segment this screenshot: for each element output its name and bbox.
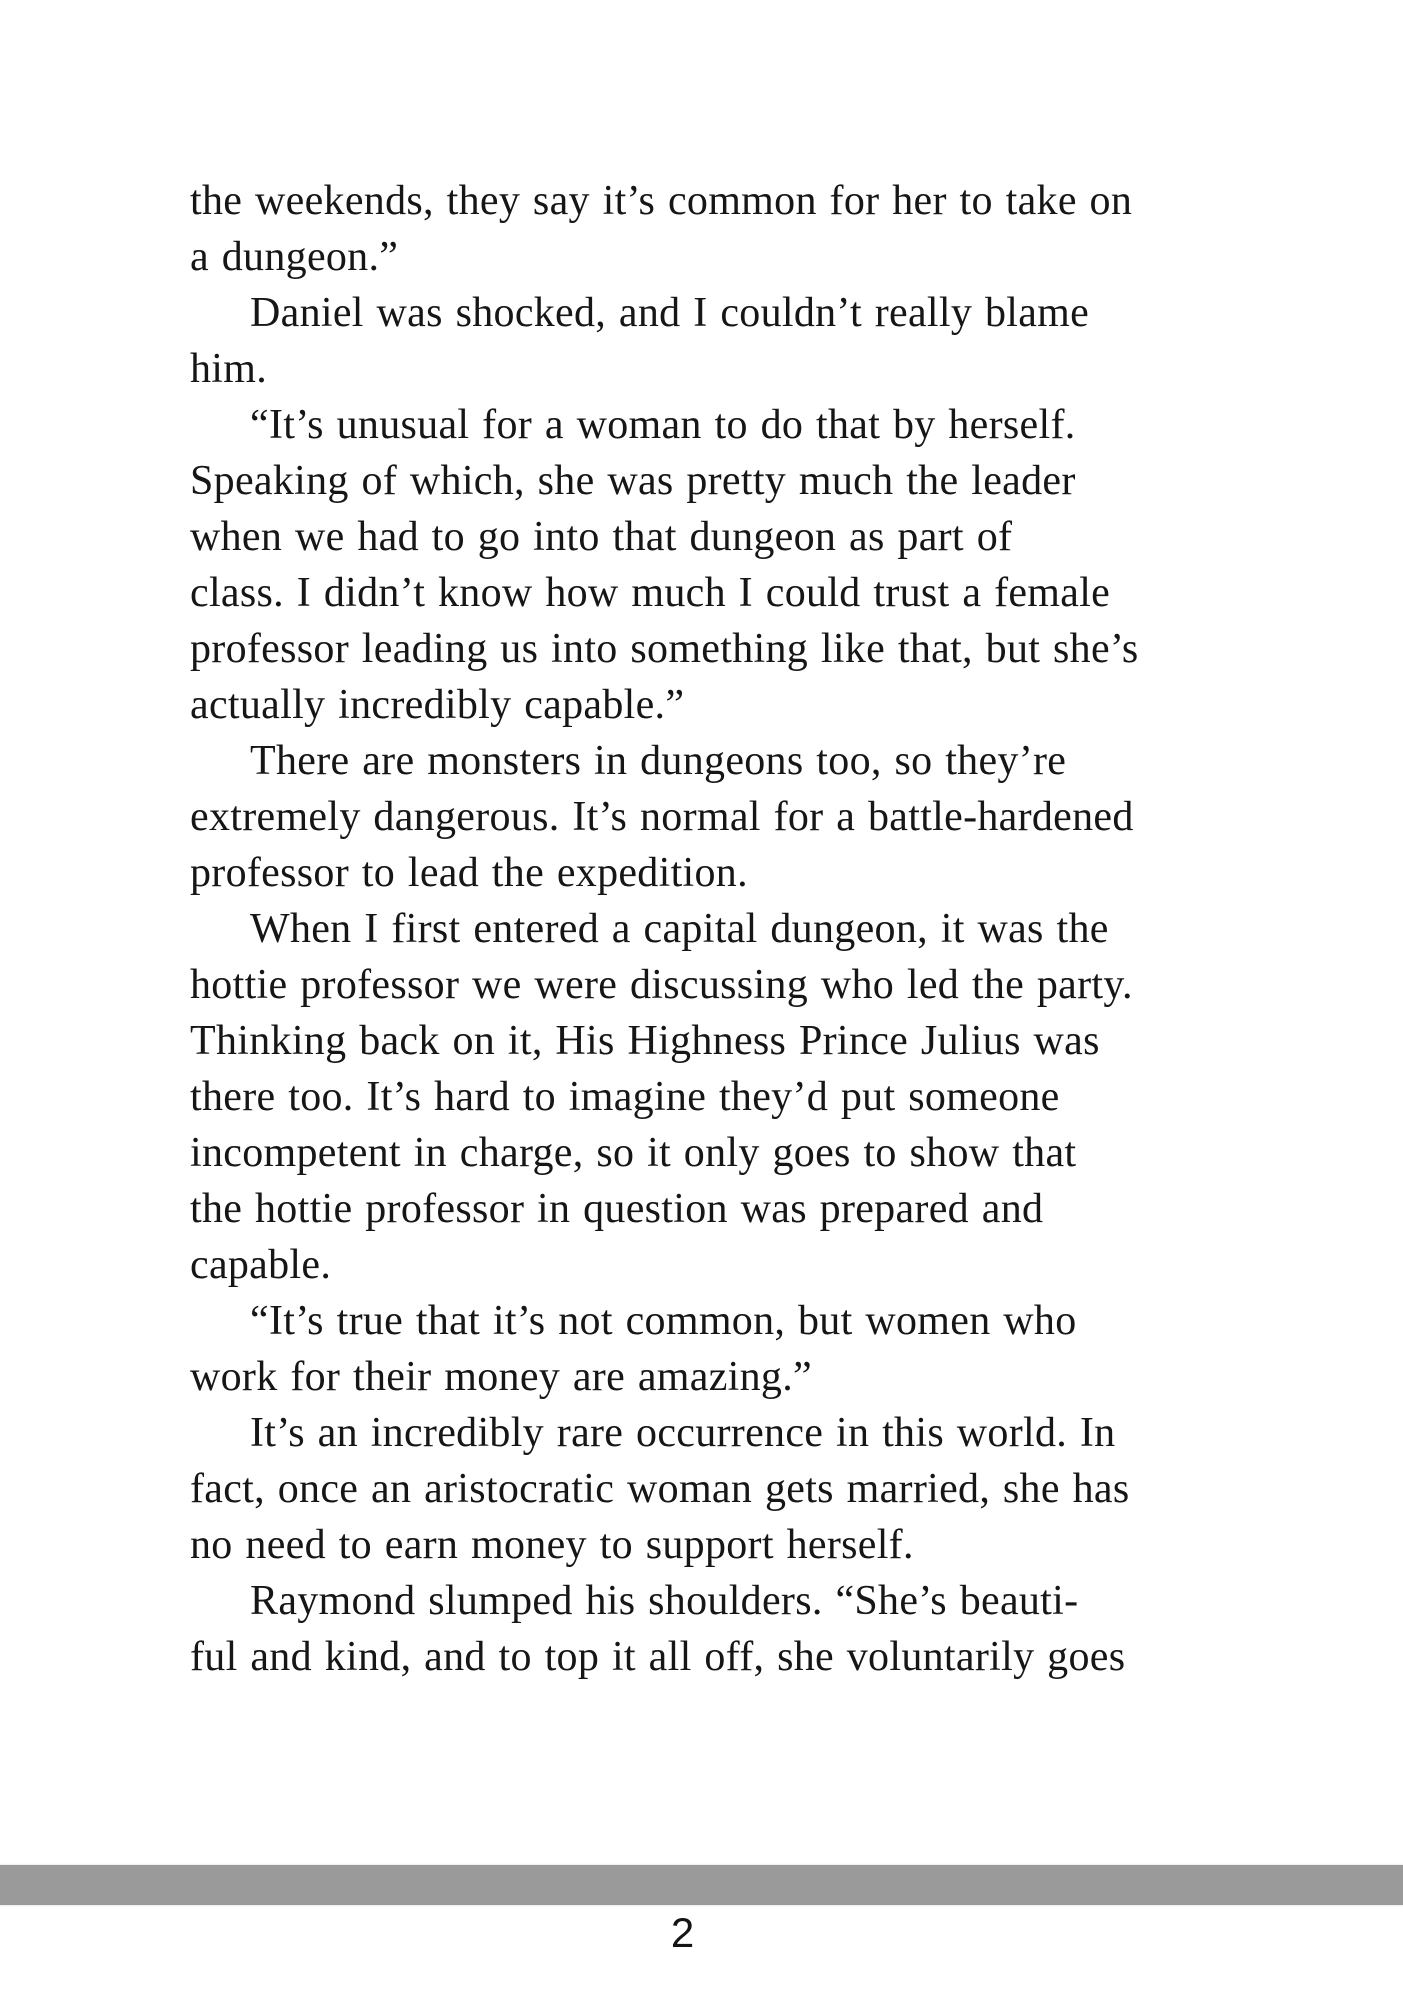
text-line: actually incredibly capable.” (190, 682, 685, 728)
text-line: him. (190, 346, 268, 392)
text-line: fact, once an aristocratic woman gets married, she has (190, 1466, 1130, 1512)
text-line: the hottie professor in question was prepared and (190, 1186, 1044, 1232)
text-line: When I first entered a capital dungeon, it was the (250, 906, 1109, 952)
text-line: professor leading us into something like that, but she’s (190, 626, 1139, 672)
text-line: Raymond slumped his shoulders. “She’s beauti- (250, 1578, 1079, 1624)
text-line: Speaking of which, she was pretty much the leader (190, 458, 1076, 504)
text-line: no need to earn money to support herself. (190, 1522, 914, 1568)
text-line: professor to lead the expedition. (190, 850, 748, 896)
text-line: extremely dangerous. It’s normal for a battle-hardened (190, 794, 1134, 840)
text-line: ful and kind, and to top it all off, she voluntarily goes (190, 1634, 1126, 1680)
text-line: class. I didn’t know how much I could trust a female (190, 570, 1111, 616)
text-line: capable. (190, 1242, 332, 1288)
text-line: hottie professor we were discussing who led the party. (190, 962, 1133, 1008)
text-line: the weekends, they say it’s common for her to take on (190, 178, 1133, 224)
page-text (190, 173, 1190, 1685)
text-line: There are monsters in dungeons too, so they’re (250, 738, 1067, 784)
text-line: when we had to go into that dungeon as part of (190, 514, 1013, 560)
text-line: work for their money are amazing.” (190, 1354, 812, 1400)
page-number: 2 (670, 1909, 695, 1956)
text-line: Daniel was shocked, and I couldn’t really blame (250, 290, 1090, 336)
text-line: a dungeon.” (190, 234, 399, 280)
text-line: Thinking back on it, His Highness Prince Julius was (190, 1018, 1100, 1064)
text-line: incompetent in charge, so it only goes to show that (190, 1130, 1077, 1176)
footer-divider-bar (0, 1865, 1403, 1905)
text-line: “It’s true that it’s not common, but women who (250, 1298, 1077, 1344)
text-line: “It’s unusual for a woman to do that by herself. (250, 402, 1076, 448)
text-line: there too. It’s hard to imagine they’d put someone (190, 1074, 1060, 1120)
text-line: It’s an incredibly rare occurrence in this world. In (250, 1410, 1116, 1456)
